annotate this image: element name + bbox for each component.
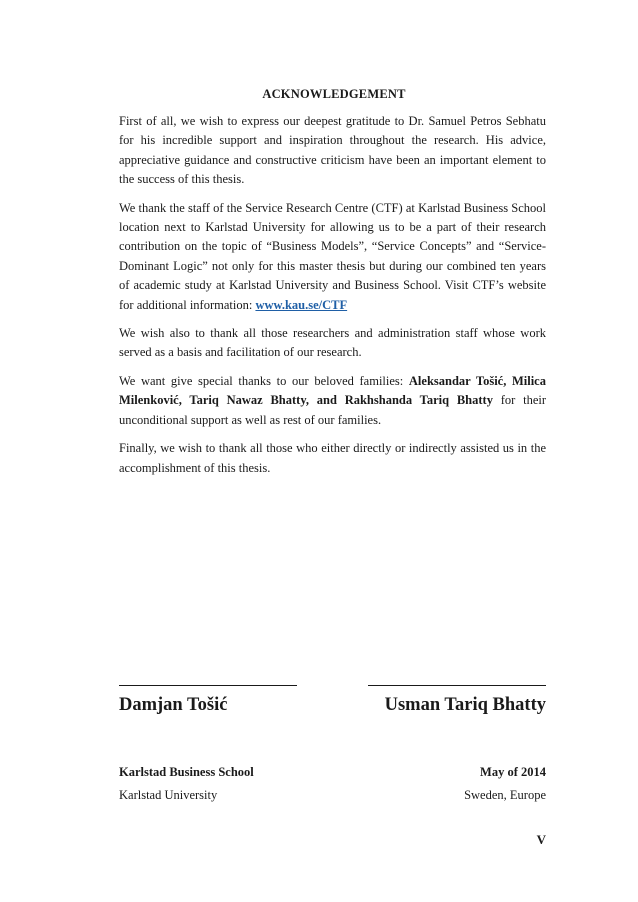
paragraph-closing: Finally, we wish to thank all those who either directly or indirectly assisted us in the accomplishment of this thesis. bbox=[119, 441, 546, 475]
signature-line-left bbox=[119, 675, 297, 686]
paragraph-families-intro: We want give special thanks to our beloved families: bbox=[119, 373, 409, 388]
signature-line-right bbox=[368, 675, 546, 686]
signature-name-right: Usman Tariq Bhatty bbox=[384, 695, 546, 715]
footer-school: Karlstad Business School bbox=[119, 765, 254, 779]
page-number: V bbox=[536, 832, 546, 847]
family-names: Aleksandar Tošić, Milica Milenković, Tariq Nawaz Bhatty, and Rakhshanda Tariq Bhatty bbox=[119, 373, 546, 408]
footer-university: Karlstad University bbox=[119, 788, 218, 802]
paragraph-ctf-text: We thank the staff of the Service Research Centre (CTF) at Karlstad Business School location next to Karlstad University for allowing us to be a part of their research contribution on the topic of “Business Models”, “Service Concepts” and “Service-Dominant Logic” not only for this master thesis but during our combined ten years of academic study at Karlstad University and Business School. Visit CTF’s website for additional information: bbox=[119, 200, 546, 312]
footer-location: Sweden, Europe bbox=[464, 788, 546, 802]
signature-name-left: Damjan Tošić bbox=[119, 695, 228, 715]
paragraph-families-outro: for their unconditional support as well as rest of our families. bbox=[119, 393, 546, 427]
paragraph-families bbox=[119, 372, 546, 430]
acknowledgement-body bbox=[119, 112, 546, 487]
footer-date: May of 2014 bbox=[480, 765, 546, 779]
ctf-website-link[interactable]: www.kau.se/CTF bbox=[255, 297, 348, 312]
page-title: ACKNOWLEDGEMENT bbox=[262, 87, 406, 101]
paragraph-researchers: We wish also to thank all those researchers and administration staff whose work served as a basis and facilitation of our research. bbox=[119, 326, 546, 360]
paragraph-gratitude: First of all, we wish to express our deepest gratitude to Dr. Samuel Petros Sebhatu for his incredible support and inspiration throughout the research. His advice, appreciative guidance and constructive criticism have been an important element to the success of this thesis. bbox=[119, 114, 546, 187]
paragraph-ctf bbox=[119, 199, 546, 315]
